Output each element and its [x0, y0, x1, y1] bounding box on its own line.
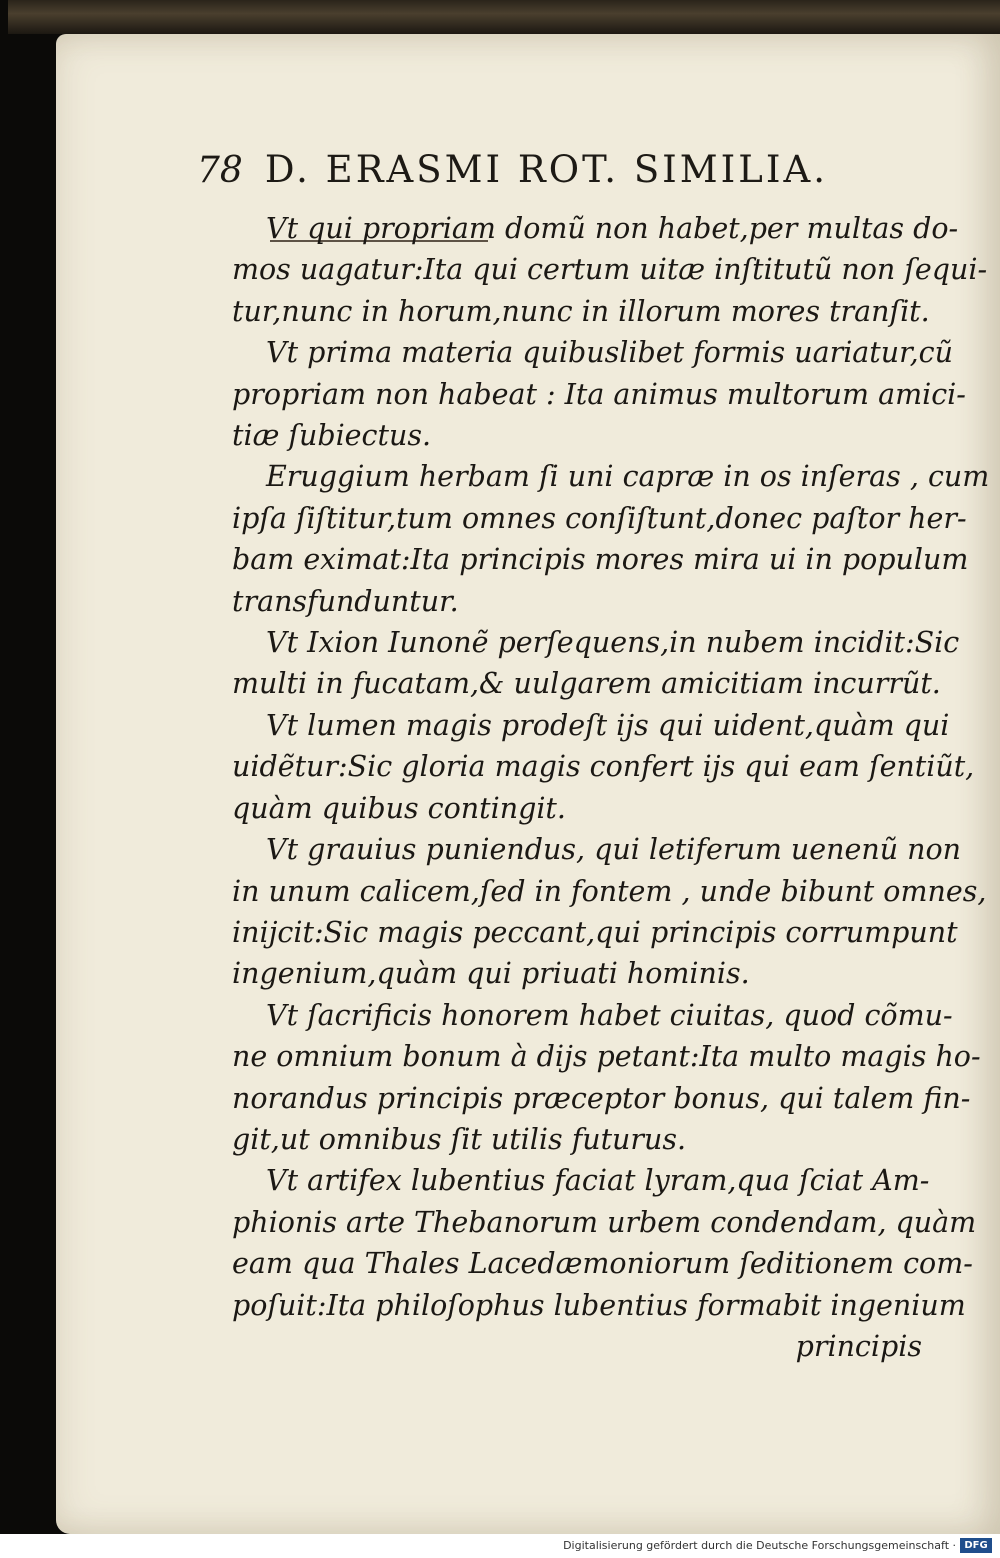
footer-bar: [0, 1534, 1000, 1558]
text-line: norandus principis præceptor bonus, qui talem fin-: [232, 1081, 971, 1115]
text-line: ne omnium bonum à dijs petant:Ita multo magis ho-: [232, 1040, 981, 1074]
text-line: in unum calicem,ſed in fontem , unde bibunt omnes,: [232, 874, 987, 908]
text-line: bam eximat:Ita principis mores mira ui in populum: [232, 543, 969, 577]
text-line: Vt lumen magis prodeſt ijs qui uident,quàm qui: [266, 708, 950, 742]
text-line: inijcit:Sic magis peccant,qui principis corrumpunt: [232, 915, 958, 949]
catchword: principis: [795, 1329, 922, 1363]
text-line: uidẽtur:Sic gloria magis confert ijs qui eam ſentiũt,: [232, 750, 975, 784]
text-line: mos uagatur:Ita qui certum uitæ inſtitutũ non ſequi-: [232, 253, 988, 287]
page-header: [197, 148, 917, 200]
text-line: git,ut omnibus ſit utilis futurus.: [232, 1122, 687, 1156]
funding-notice: Digitalisierung gefördert durch die Deutsche Forschungsgemeinschaft ·: [563, 1539, 956, 1552]
text-line: Vt ſacrificis honorem habet ciuitas, quod cõmu-: [266, 998, 953, 1032]
text-line: Vt qui propriam domũ non habet,per multas do-: [266, 212, 959, 245]
book-top-edge: [8, 0, 1000, 34]
text-line: Vt grauius puniendus, qui letiferum uenenũ non: [266, 833, 961, 867]
text-line: Eruggium herbam ſi uni capræ in os inſeras , cum: [266, 460, 990, 494]
text-line: Vt artifex lubentius faciat lyram,qua ſciat Am-: [266, 1164, 930, 1198]
text-line: transfunduntur.: [232, 584, 459, 618]
dfg-logo: DFG: [960, 1538, 992, 1553]
text-line: tur,nunc in horum,nunc in illorum mores tranſit.: [232, 294, 930, 328]
text-line: poſuit:Ita philoſophus lubentius formabit ingenium: [232, 1288, 966, 1322]
running-title: D. ERASMI ROT. SIMILIA.: [264, 148, 828, 191]
text-line: phionis arte Thebanorum urbem condendam, quàm: [232, 1205, 977, 1239]
body-text: [232, 208, 990, 1367]
text-line: multi in fucatam,& uulgarem amicitiam incurrũt.: [232, 667, 941, 701]
text-line: propriam non habeat : Ita animus multorum amici-: [232, 377, 966, 411]
text-line: ingenium,quàm qui priuati hominis.: [232, 957, 750, 991]
text-line: Vt prima materia quibuslibet formis uariatur,cũ: [266, 336, 953, 370]
text-line: eam qua Thales Lacedæmoniorum ſeditionem com-: [232, 1247, 973, 1281]
page-number: 78: [197, 150, 243, 191]
text-line: Vt Ixion Iunonẽ perſequens,in nubem incidit:Sic: [266, 626, 960, 660]
text-line: quàm quibus contingit.: [232, 791, 566, 825]
text-line: ipſa ſiſtitur,tum omnes conſiſtunt,donec paſtor her-: [232, 501, 967, 535]
text-line: tiæ ſubiectus.: [232, 419, 431, 453]
